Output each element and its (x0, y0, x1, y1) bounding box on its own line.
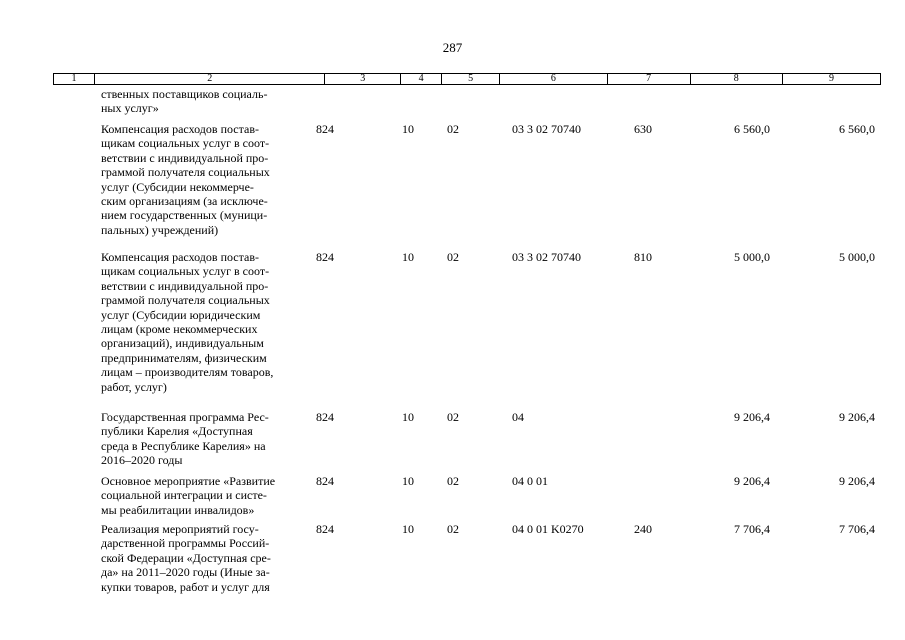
row-col-3: 824 (316, 410, 334, 424)
row-col-4: 10 (402, 474, 414, 488)
row-col-8: 7 706,4 (734, 522, 770, 536)
row-col-3: 824 (316, 474, 334, 488)
row-col-4: 10 (402, 250, 414, 264)
row-col-6: 04 (512, 410, 524, 424)
row-col-8: 5 000,0 (734, 250, 770, 264)
row-col-9: 6 560,0 (839, 122, 875, 136)
row-col-4: 10 (402, 522, 414, 536)
row-col-5: 02 (447, 122, 459, 136)
row-col-6: 03 3 02 70740 (512, 250, 581, 264)
continuation-text: ственных поставщиков социаль- ных услуг» (101, 87, 268, 116)
row-col-8: 6 560,0 (734, 122, 770, 136)
row-col-5: 02 (447, 410, 459, 424)
row-name: Реализация мероприятий госу- дарственной программы Россий- ской Федерации «Доступная сре- да» на 2011–2020 годы (Иные за- купки товаров, работ и услуг для (101, 522, 271, 594)
page-number: 287 (442, 40, 463, 55)
row-col-9: 5 000,0 (839, 250, 875, 264)
row-col-3: 824 (316, 522, 334, 536)
column-header-9: 9 (829, 73, 835, 84)
row-name: Компенсация расходов постав- щикам социальных услуг в соот- ветствии с индивидуальной про- граммой получателя социальных услуг (Субсидии некоммерче- ским организациям (за исключе- нием государственных (муници- пальных) учреждений) (101, 122, 270, 237)
column-header-6: 6 (500, 74, 608, 84)
column-header-3: 3 (325, 74, 401, 84)
row-col-4: 10 (402, 410, 414, 424)
row-col-4: 10 (402, 122, 414, 136)
row-col-5: 02 (447, 474, 459, 488)
row-col-9: 9 206,4 (839, 474, 875, 488)
row-col-8: 9 206,4 (734, 474, 770, 488)
row-col-7: 810 (634, 250, 652, 264)
column-header-1: 1 (54, 74, 95, 84)
row-col-7: 240 (634, 522, 652, 536)
column-header-2: 2 (95, 74, 325, 84)
row-col-7: 630 (634, 122, 652, 136)
table-header-row (53, 73, 881, 85)
column-header-4: 4 (401, 74, 442, 84)
row-col-3: 824 (316, 122, 334, 136)
column-header-8: 8 (691, 74, 784, 84)
column-header-5: 5 (442, 74, 500, 84)
row-col-6: 03 3 02 70740 (512, 122, 581, 136)
column-header-7: 7 (608, 74, 691, 84)
row-col-5: 02 (447, 250, 459, 264)
row-col-6: 04 0 01 K0270 (512, 522, 584, 536)
row-name: Компенсация расходов постав- щикам социальных услуг в соот- ветствии с индивидуальной про- граммой получателя социальных услуг (Субсидии юридическим лицам (кроме некоммерческих организаций), индивидуальным предпринимателям, физическим лицам – производителям товаров, работ, услуг) (101, 250, 274, 394)
row-col-6: 04 0 01 (512, 474, 548, 488)
row-col-9: 7 706,4 (839, 522, 875, 536)
row-col-8: 9 206,4 (734, 410, 770, 424)
row-col-3: 824 (316, 250, 334, 264)
row-col-9: 9 206,4 (839, 410, 875, 424)
row-name: Основное мероприятие «Развитие социальной интеграции и систе- мы реабилитации инвалидов» (101, 474, 276, 517)
row-name: Государственная программа Рес- публики Карелия «Доступная среда в Республике Карелия» на 2016–2020 годы (101, 410, 269, 468)
row-col-5: 02 (447, 522, 459, 536)
